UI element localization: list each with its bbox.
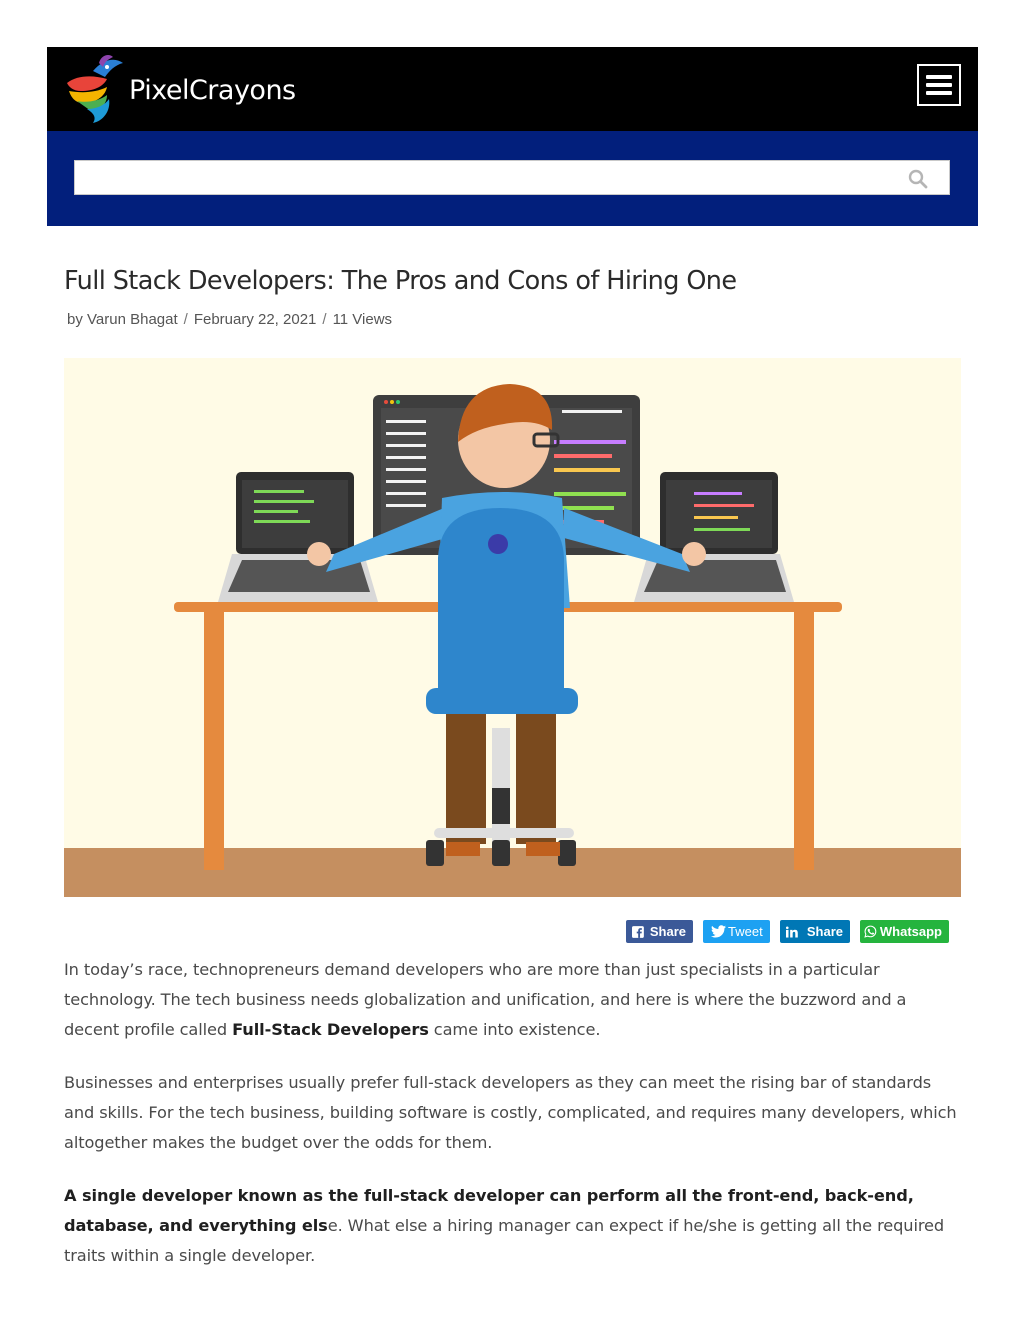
search-input[interactable] bbox=[74, 160, 950, 195]
facebook-share-button[interactable] bbox=[626, 920, 693, 943]
paragraph-1-text-b: came into existence. bbox=[428, 1020, 601, 1039]
meta-by: by bbox=[67, 311, 83, 328]
twitter-share-button[interactable] bbox=[703, 920, 770, 943]
twitter-icon bbox=[711, 925, 726, 938]
paragraph-3-text: e. What else a hiring manager can expect if he/she is getting all the required traits within a single developer. bbox=[64, 1216, 945, 1265]
paragraph-2: Businesses and enterprises usually prefer full-stack developers as they can meet the rising bar of standards and skills. For the tech business, building software is costly, complicated, and requires many developers, which altogether makes the budget over the odds for them. bbox=[64, 1073, 957, 1152]
hummingbird-logo-icon bbox=[63, 53, 125, 125]
facebook-icon bbox=[632, 925, 644, 939]
search-bar bbox=[47, 131, 978, 226]
article-meta bbox=[67, 311, 392, 328]
search-icon[interactable] bbox=[908, 169, 928, 189]
whatsapp-share-label: Whatsapp bbox=[879, 924, 942, 939]
linkedin-share-button[interactable] bbox=[780, 920, 850, 943]
article-body bbox=[64, 955, 959, 1294]
author-link[interactable]: Varun Bhagat bbox=[87, 311, 178, 328]
brand-name: PixelCrayons bbox=[129, 74, 296, 106]
paragraph-3-strong: A single developer known as the full-stack developer can perform all the front-end, back-end, database, and everything els bbox=[64, 1186, 914, 1235]
article-title: Full Stack Developers: The Pros and Cons of Hiring One bbox=[64, 266, 737, 296]
meta-separator: / bbox=[183, 311, 188, 328]
linkedin-share-label: Share bbox=[806, 924, 843, 939]
whatsapp-share-button[interactable] bbox=[860, 920, 949, 943]
linkedin-icon bbox=[786, 924, 800, 940]
facebook-share-label: Share bbox=[649, 924, 686, 939]
hamburger-menu-button[interactable] bbox=[917, 64, 961, 106]
brand-logo[interactable] bbox=[63, 53, 296, 125]
site-header bbox=[47, 47, 978, 226]
full-stack-developers-link[interactable]: Full-Stack Developers bbox=[232, 1020, 429, 1039]
share-buttons bbox=[626, 920, 949, 943]
meta-separator: / bbox=[322, 311, 327, 328]
view-count: 11 Views bbox=[332, 311, 393, 328]
menu-line bbox=[926, 75, 952, 79]
paragraph-3 bbox=[64, 1181, 959, 1271]
menu-line bbox=[926, 83, 952, 87]
menu-line bbox=[926, 91, 952, 95]
hero-illustration bbox=[64, 358, 961, 897]
twitter-share-label: Tweet bbox=[728, 924, 763, 939]
whatsapp-icon bbox=[864, 923, 877, 940]
publish-date: February 22, 2021 bbox=[193, 311, 317, 328]
top-bar bbox=[47, 47, 978, 131]
paragraph-1 bbox=[64, 955, 959, 1045]
paragraph-1-text-a: In today’s race, technopreneurs demand developers who are more than just specialists in a particular technology. The tech business needs globalization and unification, and here is where the buzzword and a decent profile called bbox=[64, 960, 907, 1039]
